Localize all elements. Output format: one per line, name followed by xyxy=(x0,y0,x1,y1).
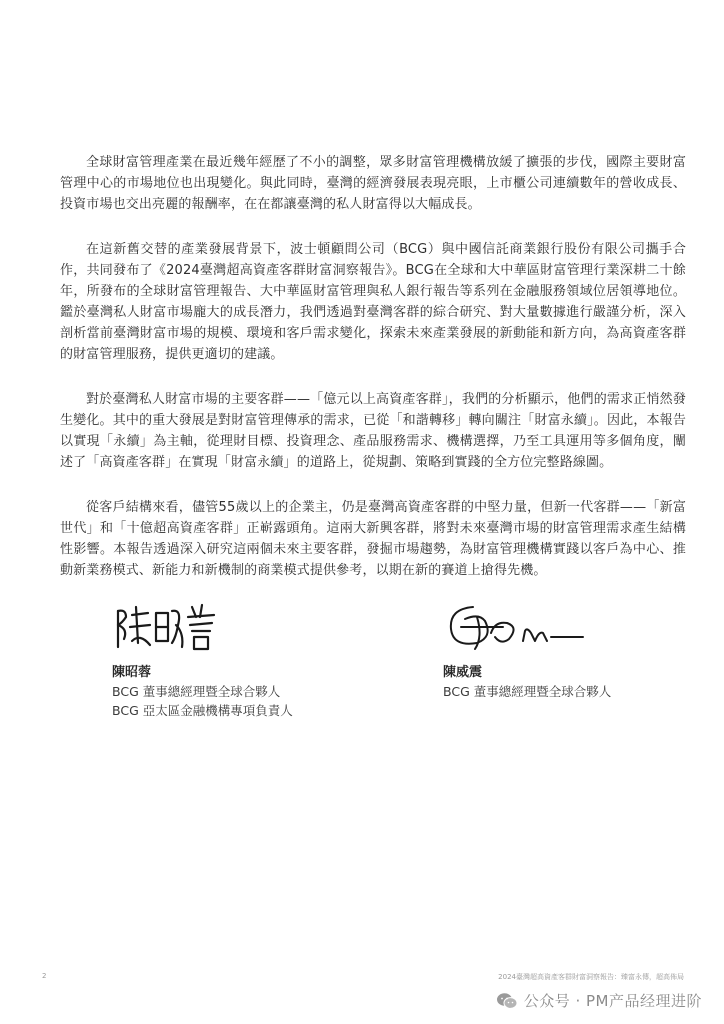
signatory-right xyxy=(443,597,611,701)
signatory-title: BCG 董事總經理暨全球合夥人 xyxy=(112,684,281,699)
paragraph-4: 從客戶結構來看，儘管55歲以上的企業主，仍是臺灣高資產客群的中堅力量，但新一代客群——「新富世代」和「十億超高資產客群」正嶄露頭角。這兩大新興客群，將對未來臺灣市場的財富管理需求產生結構性影響。本報告透過深入研究這兩個未來主要客群，發掘市場趨勢，為財富管理機構實踐以客戶為中心、推動新業務模式、新能力和新機制的商業模式提供參考，以期在新的賽道上搶得先機。 xyxy=(60,500,686,578)
signature-image-left xyxy=(112,597,232,655)
wechat-icon xyxy=(496,992,518,1010)
foreword-body xyxy=(60,152,686,605)
watermark-text: 公众号 · PM产品经理进阶 xyxy=(523,992,702,1010)
signature-image-right xyxy=(443,597,593,655)
running-title: 2024臺灣超高資產客群財富洞察報告：臻富永傳，超高佈局 xyxy=(498,973,684,981)
watermark xyxy=(496,990,702,1011)
signatory-title: BCG 亞太區金融機構專項負責人 xyxy=(112,703,293,718)
signatory-name: 陳昭蓉 xyxy=(112,665,152,680)
paragraph-2: 在這新舊交替的產業發展背景下，波士頓顧問公司（BCG）與中國信託商業銀行股份有限公司攜手合作，共同發布了《2024臺灣超高資產客群財富洞察報告》。BCG在全球和大中華區財富管理行業深耕二十餘年，所發布的全球財富管理報告、大中華區財富管理與私人銀行報告等系列在金融服務領域位居領導地位。鑑於臺灣私人財富市場龐大的成長潛力，我們透過對臺灣客群的綜合研究、對大量數據進行嚴謹分析，深入剖析當前臺灣財富市場的規模、環境和客戶需求變化，探索未來產業發展的新動能和新方向，為高資產客群的財富管理服務，提供更適切的建議。 xyxy=(60,242,686,362)
signatory-name: 陳威震 xyxy=(443,665,483,680)
signatory-title: BCG 董事總經理暨全球合夥人 xyxy=(443,684,612,699)
paragraph-3: 對於臺灣私人財富市場的主要客群——「億元以上高資產客群」，我們的分析顯示，他們的需求正悄然發生變化。其中的重大發展是對財富管理傳承的需求，已從「和諧轉移」轉向關注「財富永續」。因此，本報告以實現「永續」為主軸，從理財目標、投資理念、產品服務需求、機構選擇，乃至工具運用等多個角度，闡述了「高資產客群」在實現「財富永續」的道路上，從規劃、策略到實踐的全方位完整路線圖。 xyxy=(60,392,686,470)
signatory-left xyxy=(112,597,293,720)
page-number: 2 xyxy=(42,972,47,980)
paragraph-1: 全球財富管理產業在最近幾年經歷了不小的調整，眾多財富管理機構放緩了擴張的步伐，國際主要財富管理中心的市場地位也出現變化。與此同時，臺灣的經濟發展表現亮眼，上市櫃公司連續數年的營收成長、投資市場也交出亮麗的報酬率，在在都讓臺灣的私人財富得以大幅成長。 xyxy=(60,155,686,212)
